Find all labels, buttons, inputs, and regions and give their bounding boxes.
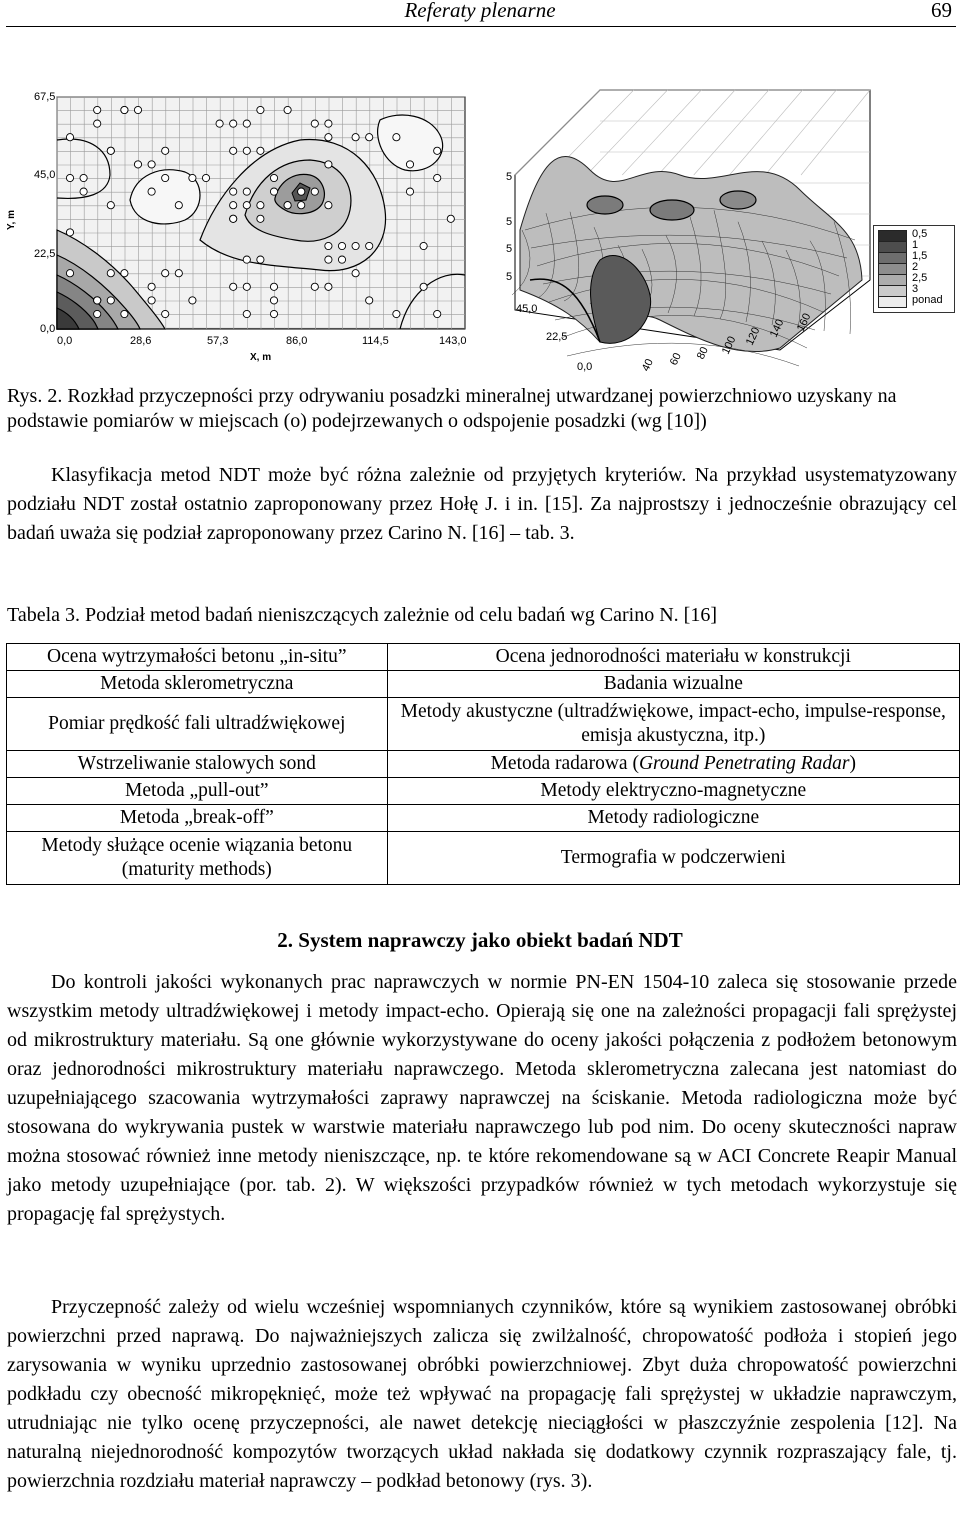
surface-x-tick-140: 140: [767, 317, 787, 340]
surface-peak-1: [587, 196, 623, 214]
surface-x-tick-100: 100: [719, 334, 739, 357]
header-rule: [6, 26, 956, 27]
surface-x-tick-120: 120: [743, 325, 763, 348]
y-tick-22-5: 22,5: [34, 248, 56, 260]
surface-peak-3: [720, 191, 756, 209]
x-tick-0: 0,0: [57, 335, 73, 347]
surface-y-tick-45: 45,0: [516, 303, 538, 315]
y-tick-67-5: 67,5: [34, 91, 56, 103]
table-cell-left: Metody służące ocenie wiązania betonu (maturity methods): [7, 832, 388, 885]
table-cell-left: Metoda sklerometryczna: [7, 671, 388, 698]
table-row: [7, 698, 960, 751]
table-cell-right: Badania wizualne: [387, 671, 959, 698]
y-tick-45: 45,0: [34, 169, 56, 181]
surface-x-tick-60: 60: [667, 351, 684, 368]
table-row: [7, 778, 960, 805]
surface-y-tick-0: 0,0: [577, 361, 593, 373]
legend-swatch: [878, 296, 907, 308]
table-cell-right: Ocena jednorodności materiału w konstrukcji: [387, 644, 959, 671]
surface-x-tick-40: 40: [639, 357, 656, 374]
legend-label: 3: [912, 283, 919, 295]
x-tick-114-5: 114,5: [362, 335, 389, 347]
legend-label: 0,5: [912, 228, 928, 240]
y-axis-label: Y, m: [6, 209, 17, 230]
surface-y-tick-22-5: 22,5: [546, 331, 568, 343]
y-tick-0: 0,0: [40, 323, 56, 335]
paragraph-repair-control: [7, 968, 957, 1229]
table-3: [6, 643, 960, 885]
table-cell-right: Termografia w podczerwieni: [387, 832, 959, 885]
table-row: [7, 644, 960, 671]
paragraph-classification: [7, 461, 957, 548]
table-cell-right: [387, 751, 959, 778]
z-tick-4: 5: [506, 271, 513, 283]
figure-caption: Rys. 2. Rozkład przyczepności przy odrywaniu posadzki mineralnej utwardzanej powierzchniowo uzyskany na podstawie pomiarów w miejscach (o) podejrzewanych o odspojenie posadzki (wg [10]): [7, 385, 897, 432]
table-row: [7, 671, 960, 698]
page-header: [0, 0, 960, 26]
radar-text-em: Ground Penetrating Radar: [638, 753, 850, 774]
radar-text-pre: Metoda radarowa (: [490, 753, 639, 774]
figure-svg: [0, 80, 960, 380]
table-row: [7, 832, 960, 885]
table-cell-right: Metody akustyczne (ultradźwiękowe, impact-echo, impulse-response, emisja akustyczna, itp.): [387, 698, 959, 751]
legend-label: 2,5: [912, 272, 928, 284]
x-tick-57-3: 57,3: [207, 335, 229, 347]
radar-text-post: ): [849, 753, 856, 774]
page-number: 69: [931, 0, 952, 22]
table-row: [7, 751, 960, 778]
table-row: [7, 805, 960, 832]
table-cell-left: Metoda „pull-out”: [7, 778, 388, 805]
x-tick-86: 86,0: [286, 335, 308, 347]
figure-rys-2: [0, 80, 960, 380]
paragraph-adhesion: [7, 1293, 957, 1496]
z-tick-3: 5: [506, 243, 513, 255]
x-axis-label: X, m: [250, 352, 272, 363]
legend-label: ponad: [912, 294, 943, 306]
legend-label: 1: [912, 239, 919, 251]
z-tick-2: 5: [506, 216, 513, 228]
table-cell-right: Metody elektryczno-magnetyczne: [387, 778, 959, 805]
surface-plot: [506, 90, 870, 373]
legend-label: 2: [912, 261, 919, 273]
table-cell-left: Ocena wytrzymałości betonu „in-situ”: [7, 644, 388, 671]
x-tick-28-6: 28,6: [130, 335, 152, 347]
table-cell-left: Metoda „break-off”: [7, 805, 388, 832]
section-title: 2. System naprawczy jako obiekt badań NDT: [277, 928, 683, 952]
contour-map: [6, 91, 467, 363]
x-tick-143: 143,0: [439, 335, 467, 347]
paragraph-text: Przyczepność zależy od wielu wcześniej wspomnianych czynników, które są wynikiem zastosowanej obróbki powierzchni przed naprawą. Do najważniejszych zalicza się zwilżalność, chropowatość podłoża i stopień jego zarysowania w wyniku uprzednio zastosowanej obróbki powierzchniowej. Zbyt duża chropowatość powierzchni podkładu czy obecność mikropęknięć, może też wpływać na propagację fali sprężystej w układzie naprawczym, utrudniając nie tylko ocenę przyczepności, ale nawet detekcję nieciągłości w płaszczyźnie zespolenia [12]. Na naturalną niejednorodność kompozytów tworzących układ nakłada się dodatkowy czynnik rozpraszający fale, tj. powierzchnia rozdziału materiał naprawczy – podkład betonowy (rys. 3).: [7, 1296, 957, 1492]
table-cell-left: Pomiar prędkość fali ultradźwiękowej: [7, 698, 388, 751]
table-cell-left: Wstrzeliwanie stalowych sond: [7, 751, 388, 778]
paragraph-text: Klasyfikacja metod NDT może być różna zależnie od przyjętych kryteriów. Na przykład usystematyzowany podziału NDT został ostatnio zaproponowany przez Hołę J. i in. [15]. Za najprostszy i jednocześnie obrazujący cel badań uważa się podział zaproponowany przez Carino N. [16] – tab. 3.: [7, 464, 957, 544]
surface-x-tick-80: 80: [694, 345, 711, 362]
table-caption: Tabela 3. Podział metod badań nieniszczących zależnie od celu badań wg Carino N. [16]: [7, 604, 717, 626]
running-title: Referaty plenarne: [404, 0, 556, 22]
adhesion-legend: [873, 225, 955, 313]
paragraph-text: Do kontroli jakości wykonanych prac naprawczych w normie PN-EN 1504-10 zaleca się stosowanie przede wszystkim metody ultradźwiękowej i metody impact-echo. Opierają się one na zależności propagacji fali sprężystej od mikrostruktury materiału. Są one głównie wykorzystywane do oceny jakości połączenia z podłożem betonowym oraz jednorodności mikrostruktury materiału naprawczego. Metoda sklerometryczna zalecana jest natomiast do uzupełniającego szacowania wytrzymałości zaprawy naprawczej na ściskanie. Metoda radiologiczna może być stosowana do wykrywania pustek w warstwie materiału naprawczego lub pod nim. Do oceny skuteczności napraw można stosować również inne metody nieniszczące, np. te które rekomendowane są w ACI Concrete Reapir Manual jako metody uzupełniające (por. tab. 2). W większości przypadków również w tych metodach wykorzystuje się propagację fal sprężystych.: [7, 971, 957, 1225]
surface-x-tick-160: 160: [794, 311, 814, 334]
surface-peak-2: [650, 200, 694, 220]
table-cell-right: Metody radiologiczne: [387, 805, 959, 832]
legend-label: 1,5: [912, 250, 928, 262]
z-tick-1: 5: [506, 171, 513, 183]
